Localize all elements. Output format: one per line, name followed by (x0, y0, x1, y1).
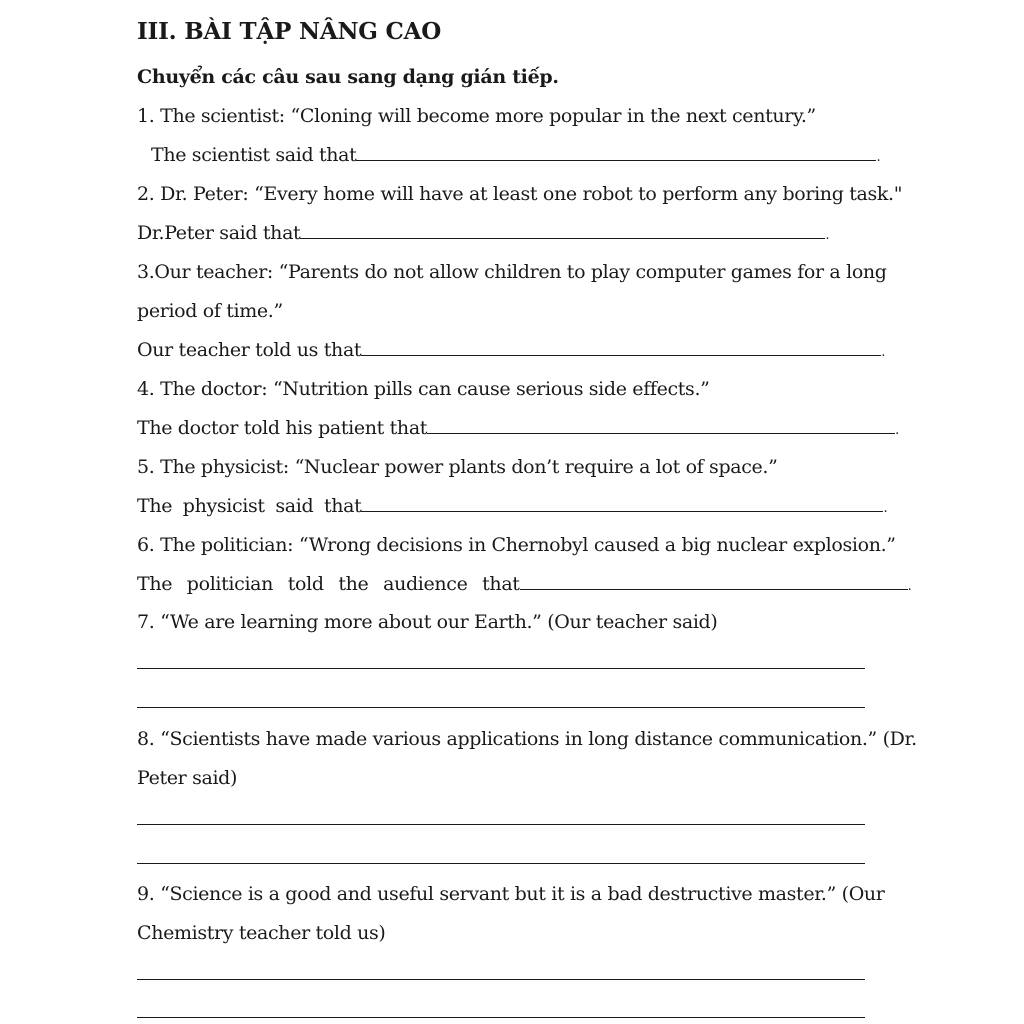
item-5-answer-line (137, 494, 887, 521)
item-6-answer-blank[interactable] (520, 572, 908, 590)
item-2-answer-stem: Dr.Peter said that (137, 222, 301, 244)
item-9-prompt-line-1: 9. “Science is a good and useful servant but it is a bad destructive master.” (Our (137, 883, 885, 905)
item-9-prompt-line-2: Chemistry teacher told us) (137, 922, 386, 944)
item-2-answer-blank[interactable] (300, 221, 825, 239)
item-6-answer-stem: The politician told the audience that (137, 573, 520, 595)
item-1-end: . (876, 150, 881, 165)
item-8-answer-rule-2[interactable] (137, 863, 865, 864)
item-1-answer-stem: The scientist said that (151, 144, 357, 166)
item-2-answer-line (137, 221, 829, 248)
item-4-end: . (895, 423, 899, 438)
item-7-answer-rule-2[interactable] (137, 707, 865, 708)
item-5-end: . (883, 501, 888, 516)
item-9-answer-rule-1[interactable] (137, 979, 865, 980)
item-3-end: . (881, 345, 885, 360)
item-7-answer-rule-1[interactable] (137, 668, 865, 669)
item-1-answer-blank[interactable] (356, 143, 876, 161)
item-2-prompt: 2. Dr. Peter: “Every home will have at least one robot to perform any boring task." (137, 183, 903, 205)
item-3-answer-line (137, 338, 885, 365)
item-9-answer-rule-2[interactable] (137, 1017, 865, 1018)
item-6-end: . (907, 579, 912, 594)
item-6-prompt: 6. The politician: “Wrong decisions in Chernobyl caused a big nuclear explosion.” (137, 534, 896, 556)
item-8-prompt-line-1: 8. “Scientists have made various applications in long distance communication.” (Dr. (137, 728, 917, 750)
item-3-prompt-line-2: period of time.” (137, 300, 283, 322)
instruction-text: Chuyển các câu sau sang dạng gián tiếp. (137, 66, 559, 88)
item-1-answer-line (151, 143, 880, 170)
item-6-answer-line (137, 572, 911, 599)
item-5-prompt: 5. The physicist: “Nuclear power plants don’t require a lot of space.” (137, 456, 778, 478)
item-2-end: . (825, 228, 830, 243)
item-5-answer-stem: The physicist said that (137, 495, 362, 517)
item-3-answer-stem: Our teacher told us that (137, 339, 362, 361)
item-4-prompt: 4. The doctor: “Nutrition pills can cause serious side effects.” (137, 378, 710, 400)
item-4-answer-blank[interactable] (427, 416, 895, 434)
item-7-prompt: 7. “We are learning more about our Earth.” (Our teacher said) (137, 611, 718, 633)
item-5-answer-blank[interactable] (361, 494, 883, 512)
item-4-answer-line (137, 416, 899, 443)
item-4-answer-stem: The doctor told his patient that (137, 417, 428, 439)
item-1-prompt: 1. The scientist: “Cloning will become more popular in the next century.” (137, 105, 816, 127)
item-3-prompt-line-1: 3.Our teacher: “Parents do not allow children to play computer games for a long (137, 261, 887, 283)
item-8-answer-rule-1[interactable] (137, 824, 865, 825)
item-3-answer-blank[interactable] (361, 338, 881, 356)
item-8-prompt-line-2: Peter said) (137, 767, 238, 789)
section-heading: III. BÀI TẬP NÂNG CAO (137, 18, 442, 45)
